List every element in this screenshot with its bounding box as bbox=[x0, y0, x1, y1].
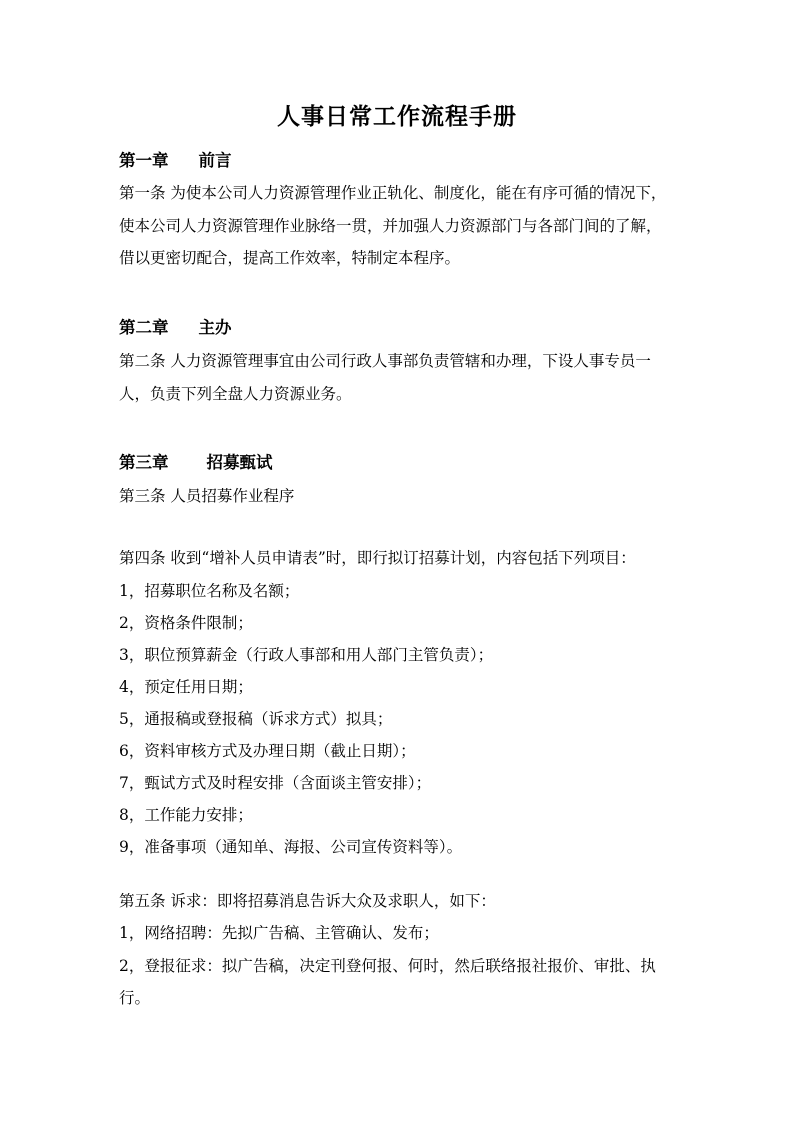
chapter-1-title: 前言 bbox=[198, 151, 232, 170]
article-4-item-8: 8，工作能力安排； bbox=[119, 806, 253, 824]
article-4-item-3: 3，职位预算薪金（行政人事部和用人部门主管负责）； bbox=[119, 646, 494, 664]
article-4-item-6: 6，资料审核方式及办理日期（截止日期）； bbox=[119, 742, 416, 760]
article-4-item-7: 7，甄试方式及时程安排（含面谈主管安排）； bbox=[119, 774, 432, 792]
article-4-intro: 第四条 收到“增补人员申请表”时，即行拟订招募计划，内容包括下列项目： bbox=[119, 549, 636, 567]
chapter-2-title: 主办 bbox=[198, 318, 232, 337]
article-3-line: 第三条 人员招募作业程序 bbox=[119, 487, 295, 505]
article-4-item-5: 5，通报稿或登报稿（诉求方式）拟具； bbox=[119, 710, 393, 728]
article-5-item-2: 2，登报征求：拟广告稿，决定刊登何报、何时，然后联络报社报价、审批、执 bbox=[119, 957, 656, 975]
article-2-line-2: 人，负责下列全盘人力资源业务。 bbox=[119, 385, 352, 403]
article-1-line-2: 使本公司人力资源管理作业脉络一贯，并加强人力资源部门与各部门间的了解， bbox=[119, 217, 662, 235]
chapter-1-heading bbox=[119, 150, 232, 172]
chapter-2-heading bbox=[119, 317, 232, 339]
chapter-2-number: 第二章 bbox=[119, 318, 169, 337]
chapter-3-heading bbox=[119, 452, 273, 474]
chapter-1-number: 第一章 bbox=[119, 151, 169, 170]
chapter-3-number: 第三章 bbox=[119, 453, 169, 472]
chapter-3-title: 招募甄试 bbox=[206, 453, 273, 472]
article-4-item-4: 4，预定任用日期； bbox=[119, 678, 253, 696]
article-4-item-9: 9，准备事项（通知单、海报、公司宣传资料等）。 bbox=[119, 838, 463, 856]
article-2-line-1: 第二条 人力资源管理事宜由公司行政人事部负责管辖和办理，下设人事专员一 bbox=[119, 352, 651, 370]
article-1-line-3: 借以更密切配合，提高工作效率，特制定本程序。 bbox=[119, 249, 461, 267]
document-title: 人事日常工作流程手册 bbox=[277, 103, 517, 130]
article-5-item-2-continued: 行。 bbox=[119, 989, 151, 1007]
article-5-intro: 第五条 诉求：即将招募消息告诉大众及求职人，如下： bbox=[119, 892, 496, 910]
article-5-item-1: 1，网络招聘：先拟广告稿、主管确认、发布； bbox=[119, 924, 439, 942]
article-4-item-1: 1，招募职位名称及名额； bbox=[119, 582, 300, 600]
article-4-item-2: 2，资格条件限制； bbox=[119, 614, 253, 632]
article-1-line-1: 第一条 为使本公司人力资源管理作业正轨化、制度化，能在有序可循的情况下， bbox=[119, 184, 667, 202]
